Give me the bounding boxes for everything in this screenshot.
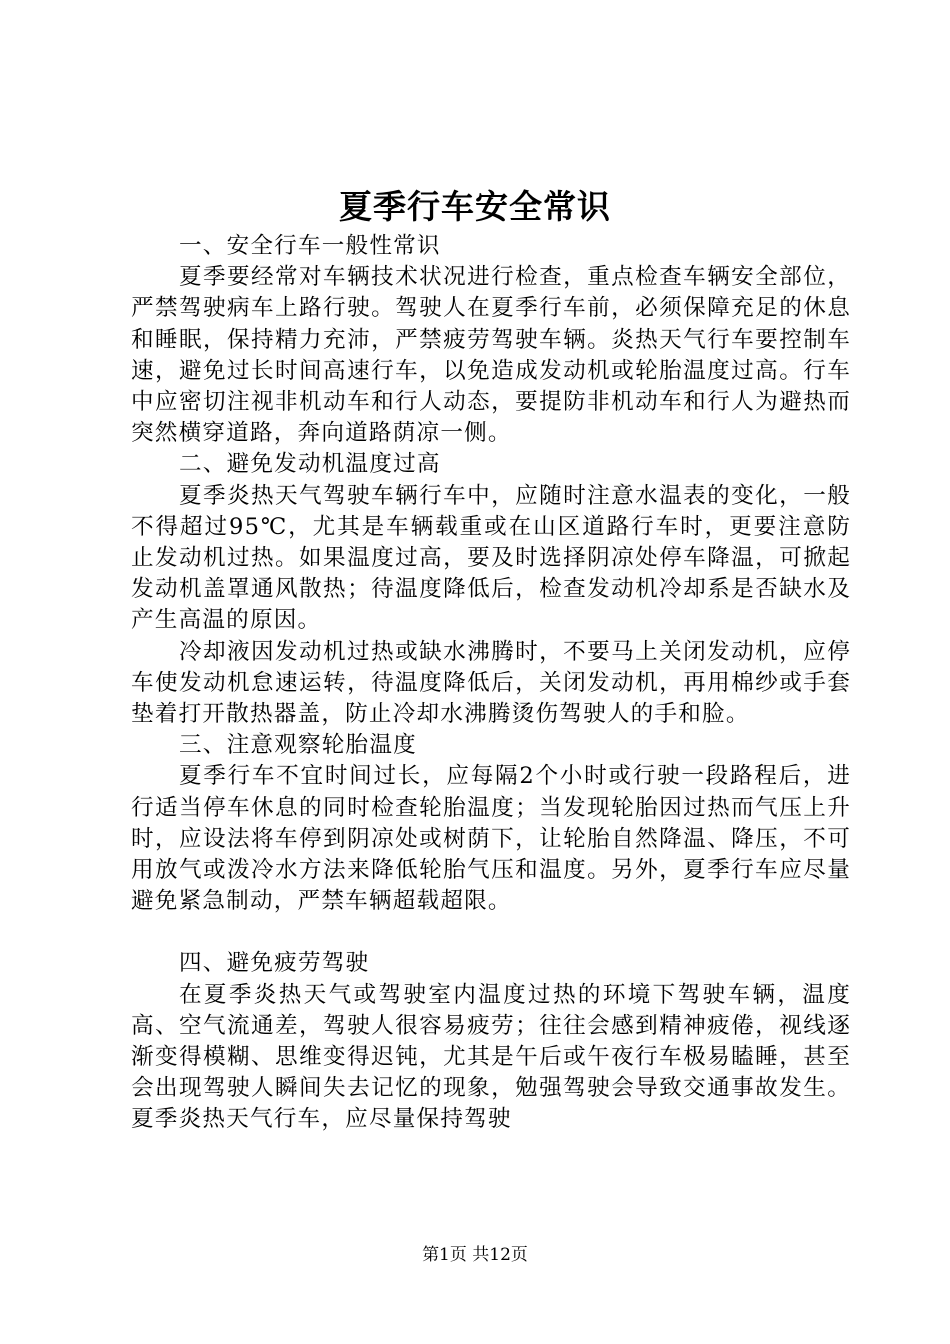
document-title: 夏季行车安全常识 (339, 187, 611, 226)
paragraph: 冷却液因发动机过热或缺水沸腾时，不要马上关闭发动机，应停车使发动机怠速运转，待温度降低后，关闭发动机，再用棉纱或手套垫着打开散热器盖，防止冷却水沸腾烫伤驾驶人的手和脸。 (131, 638, 851, 728)
section-heading: 二、避免发动机温度过高 (179, 451, 441, 478)
paragraph: 夏季炎热天气驾驶车辆行车中，应随时注意水温表的变化，一般不得超过95℃，尤其是车辆载重或在山区道路行车时，更要注意防止发动机过热。如果温度过高，要及时选择阴凉处停车降温，可掀起发动机盖罩通风散热；待温度降低后，检查发动机冷却系是否缺水及产生高温的原因。 (131, 482, 851, 634)
section-heading: 一、安全行车一般性常识 (179, 233, 441, 259)
paragraph: 夏季行车不宜时间过长，应每隔2个小时或行驶一段路程后，进行适当停车休息的同时检查轮胎温度；当发现轮胎因过热而气压上升时，应设法将车停到阴凉处或树荫下，让轮胎自然降温、降压，不可用放气或泼冷水方法来降低轮胎气压和温度。另外，夏季行车应尽量避免紧急制动，严禁车辆超载超限。 (131, 763, 851, 915)
section-3 (131, 730, 851, 917)
section-heading: 三、注意观察轮胎温度 (179, 732, 417, 759)
section-1 (131, 231, 851, 449)
document-body (131, 231, 851, 1136)
paragraph: 在夏季炎热天气或驾驶室内温度过热的环境下驾驶车辆，温度高、空气流通差，驾驶人很容易疲劳；往往会感到精神疲倦，视线逐渐变得模糊、思维变得迟钝，尤其是午后或午夜行车极易瞌睡，甚至会出现驾驶人瞬间失去记忆的现象，勉强驾驶会导致交通事故发生。夏季炎热天气行车，应尽量保持驾驶 (131, 981, 851, 1133)
section-heading: 四、避免疲劳驾驶 (179, 950, 370, 977)
paragraph: 夏季要经常对车辆技术状况进行检查，重点检查车辆安全部位，严禁驾驶病车上路行驶。驾驶人在夏季行车前，必须保障充足的休息和睡眠，保持精力充沛，严禁疲劳驾驶车辆。炎热天气行车要控制车速，避免过长时间高速行车，以免造成发动机或轮胎温度过高。行车中应密切注视非机动车和行人动态，要提防非机动车和行人为避热而突然横穿道路，奔向道路荫凉一侧。 (131, 264, 851, 447)
page-footer: 第1页 共12页 (422, 1245, 528, 1265)
section-spacer (131, 917, 851, 948)
section-2 (131, 449, 851, 730)
section-4 (131, 948, 851, 1135)
